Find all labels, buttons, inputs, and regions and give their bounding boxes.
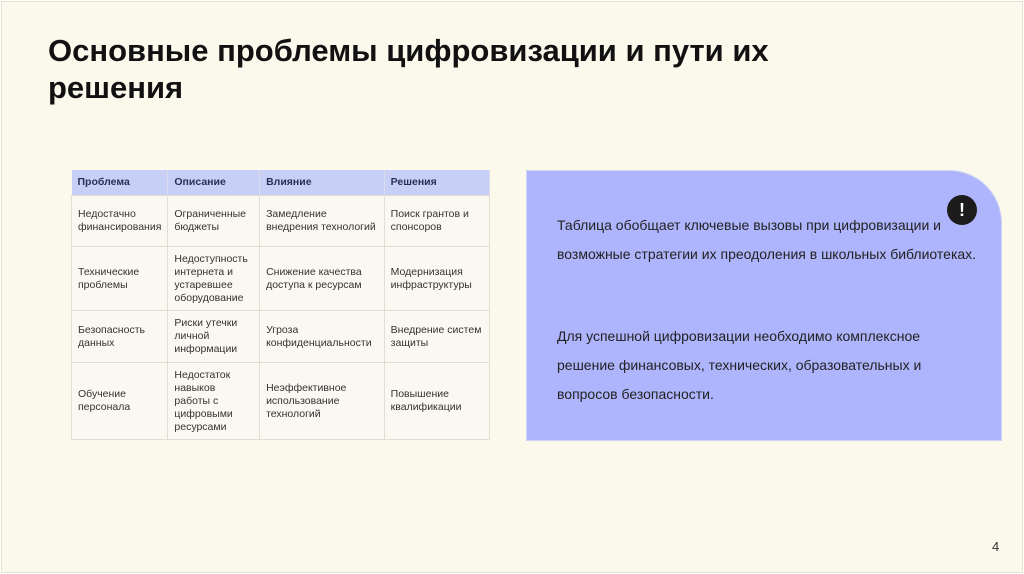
table-cell: Неэффективное использование технологий <box>260 363 385 440</box>
table-cell: Внедрение систем защиты <box>384 311 489 363</box>
page-number: 4 <box>992 539 1000 554</box>
table-cell: Недостачно финансирования <box>72 196 168 247</box>
table-cell: Ограниченные бюджеты <box>168 196 260 247</box>
table-row <box>72 363 490 440</box>
table-cell: Недоступность интернета и устаревшее оборудование <box>168 247 260 311</box>
slide <box>1 1 1023 573</box>
callout-paragraph-2: Для успешной цифровизации необходимо комплексное решение финансовых, технических, образовательных и вопросов безопасности. <box>557 328 922 402</box>
callout-paragraph-1: Таблица обобщает ключевые вызовы при цифровизации и возможные стратегии их преодоления в школьных библиотеках. <box>557 217 977 262</box>
table-cell: Замедление внедрения технологий <box>260 196 385 247</box>
table-cell: Поиск грантов и спонсоров <box>384 196 489 247</box>
header-problem: Проблема <box>72 170 168 196</box>
summary-callout <box>527 171 1001 440</box>
slide-title: Основные проблемы цифровизации и пути их решения <box>48 33 769 105</box>
table-cell: Недостаток навыков работы с цифровыми ресурсами <box>168 363 260 440</box>
table-row <box>72 311 490 363</box>
table-row <box>72 247 490 311</box>
table-row <box>72 196 490 247</box>
table-cell: Безопасность данных <box>72 311 168 363</box>
header-solutions: Решения <box>384 170 489 196</box>
table-cell: Технические проблемы <box>72 247 168 311</box>
header-impact: Влияние <box>260 170 385 196</box>
exclamation-icon: ! <box>947 195 977 225</box>
problems-table <box>71 170 490 440</box>
header-description: Описание <box>168 170 260 196</box>
table-cell: Угроза конфиденциальности <box>260 311 385 363</box>
table-cell: Модернизация инфраструктуры <box>384 247 489 311</box>
table-header-row <box>72 170 490 196</box>
table-cell: Снижение качества доступа к ресурсам <box>260 247 385 311</box>
table-cell: Обучение персонала <box>72 363 168 440</box>
table-cell: Повышение квалификации <box>384 363 489 440</box>
table-cell: Риски утечки личной информации <box>168 311 260 363</box>
